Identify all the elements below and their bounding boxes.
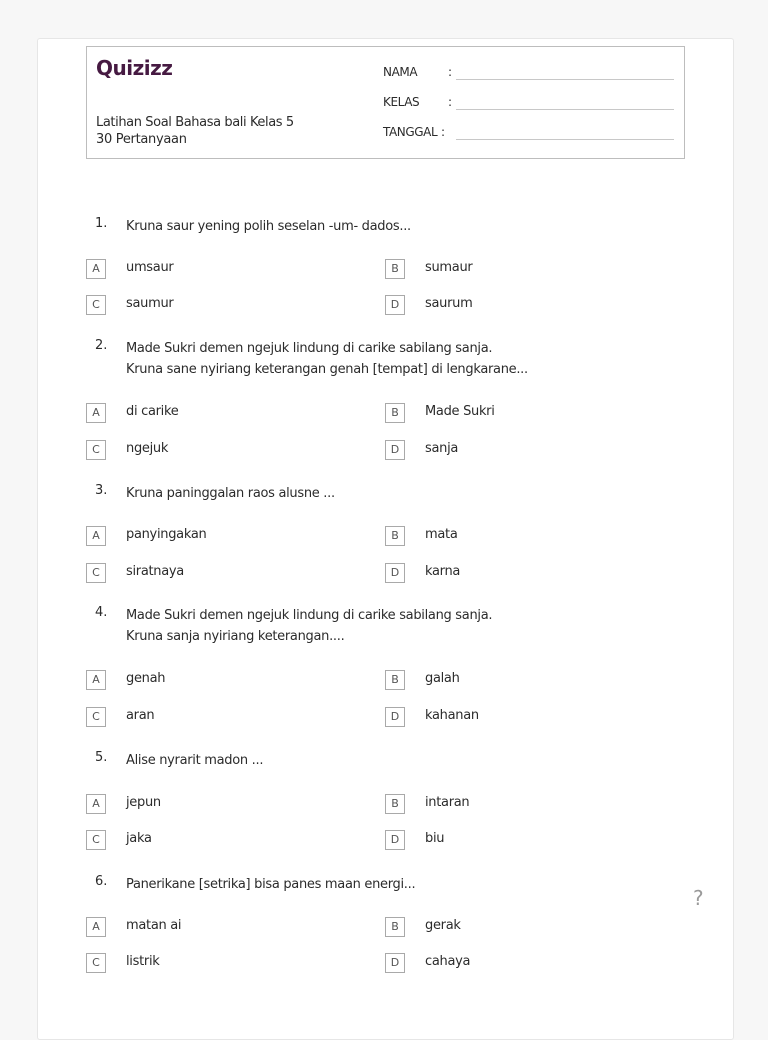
option-letter-box: B xyxy=(385,259,405,279)
name-field xyxy=(383,65,678,85)
date-field xyxy=(383,125,678,145)
option-text: umsaur xyxy=(126,260,174,275)
option-text: kahanan xyxy=(425,708,479,723)
option-text: jepun xyxy=(126,795,161,810)
date-line xyxy=(456,139,674,140)
option-letter-box: D xyxy=(385,830,405,850)
class-colon: : xyxy=(448,95,453,109)
option-letter-box: A xyxy=(86,917,106,937)
question-text: Made Sukri demen ngejuk lindung di carike sabilang sanja. Kruna sane nyiriang keterangan genah [tempat] di lengkarane... xyxy=(126,341,528,377)
option-text: siratnaya xyxy=(126,564,184,579)
option-letter-box: B xyxy=(385,917,405,937)
option-letter-box: C xyxy=(86,295,106,315)
option-letter-box: B xyxy=(385,670,405,690)
option-letter-box: D xyxy=(385,295,405,315)
option-text: cahaya xyxy=(425,954,471,969)
option-text: listrik xyxy=(126,954,160,969)
option-text: genah xyxy=(126,671,166,686)
option-letter-box: C xyxy=(86,440,106,460)
quizizz-logo: Quizizz xyxy=(96,56,173,80)
question-number: 1. xyxy=(95,216,108,231)
worksheet-page xyxy=(37,38,734,1040)
option-text: saumur xyxy=(126,296,174,311)
option-letter-box: B xyxy=(385,403,405,423)
option-text: gerak xyxy=(425,918,461,933)
option-text: panyingakan xyxy=(126,527,207,542)
question-number: 2. xyxy=(95,338,108,353)
option-text: biu xyxy=(425,831,445,846)
option-text: sanja xyxy=(425,441,459,456)
question-number: 6. xyxy=(95,874,108,889)
worksheet-title: Latihan Soal Bahasa bali Kelas 5 xyxy=(96,115,294,130)
question-text: Kruna paninggalan raos alusne ... xyxy=(126,486,335,501)
option-text: aran xyxy=(126,708,155,723)
option-letter-box: A xyxy=(86,670,106,690)
question-number: 5. xyxy=(95,750,108,765)
question-number: 4. xyxy=(95,605,108,620)
option-letter-box: A xyxy=(86,259,106,279)
question-count: 30 Pertanyaan xyxy=(96,132,187,147)
option-letter-box: D xyxy=(385,440,405,460)
question-text: Alise nyrarit madon ... xyxy=(126,753,264,768)
name-label: NAMA xyxy=(383,65,418,79)
option-letter-box: C xyxy=(86,830,106,850)
question-text: Kruna saur yening polih seselan -um- dados... xyxy=(126,219,411,234)
class-label: KELAS xyxy=(383,95,420,109)
question-text: Made Sukri demen ngejuk lindung di carike sabilang sanja. Kruna sanja nyiriang keterangan.... xyxy=(126,608,493,644)
option-letter-box: A xyxy=(86,526,106,546)
option-letter-box: C xyxy=(86,953,106,973)
class-field xyxy=(383,95,678,115)
option-text: karna xyxy=(425,564,461,579)
class-line xyxy=(456,109,674,110)
option-letter-box: A xyxy=(86,403,106,423)
option-letter-box: C xyxy=(86,563,106,583)
help-icon[interactable]: ? xyxy=(693,886,704,910)
option-text: saurum xyxy=(425,296,473,311)
option-text: intaran xyxy=(425,795,470,810)
name-colon: : xyxy=(448,65,453,79)
option-text: jaka xyxy=(126,831,152,846)
option-letter-box: A xyxy=(86,794,106,814)
option-letter-box: C xyxy=(86,707,106,727)
option-letter-box: D xyxy=(385,707,405,727)
worksheet-header xyxy=(86,46,685,159)
date-colon: : xyxy=(441,125,446,139)
option-letter-box: B xyxy=(385,526,405,546)
option-text: matan ai xyxy=(126,918,182,933)
option-text: galah xyxy=(425,671,460,686)
option-text: mata xyxy=(425,527,458,542)
option-text: di carike xyxy=(126,404,179,419)
question-text: Panerikane [setrika] bisa panes maan energi... xyxy=(126,877,416,892)
option-letter-box: D xyxy=(385,953,405,973)
date-label: TANGGAL xyxy=(383,125,438,139)
option-letter-box: D xyxy=(385,563,405,583)
option-text: sumaur xyxy=(425,260,473,275)
option-text: ngejuk xyxy=(126,441,169,456)
name-line xyxy=(456,79,674,80)
question-number: 3. xyxy=(95,483,108,498)
option-letter-box: B xyxy=(385,794,405,814)
option-text: Made Sukri xyxy=(425,404,495,419)
